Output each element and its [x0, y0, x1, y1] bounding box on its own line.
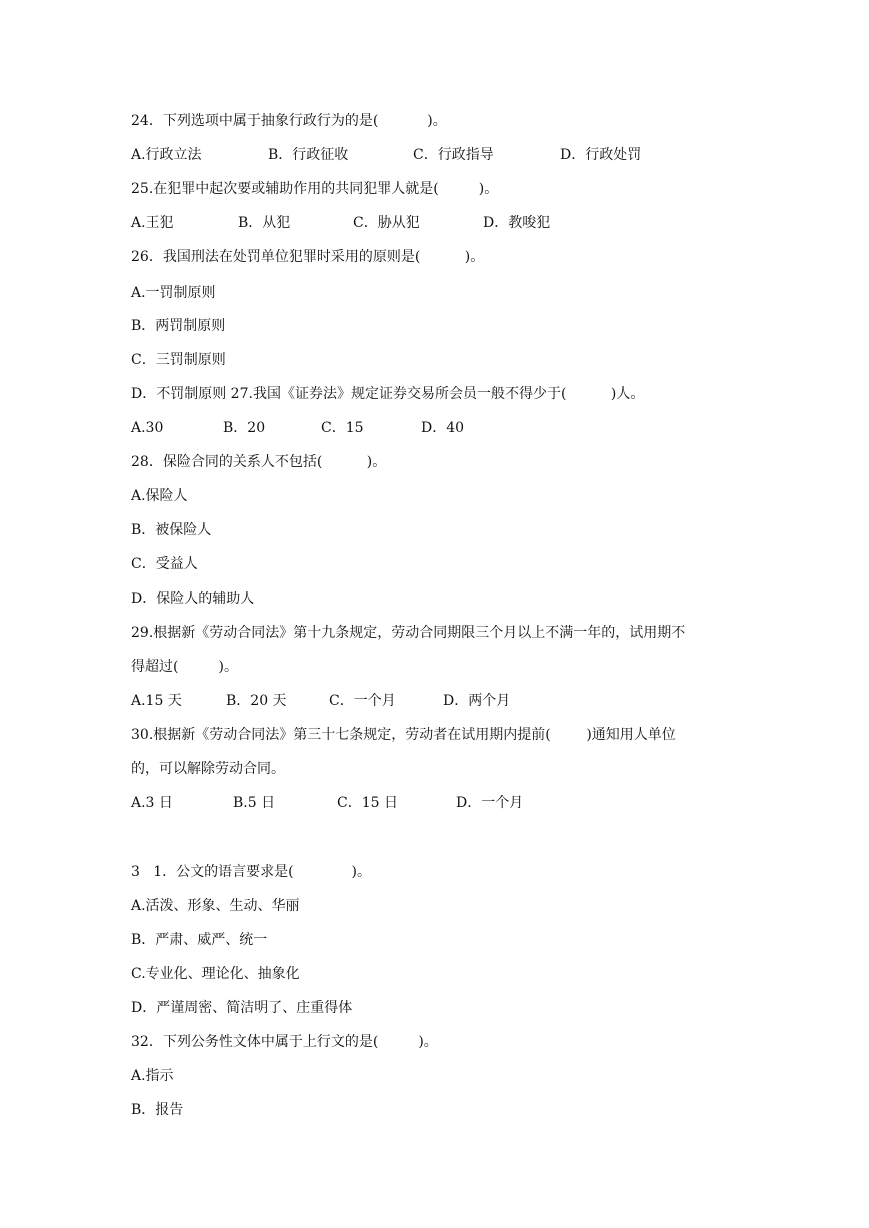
q29-option-a: A.15 天: [131, 693, 182, 709]
q25-option-a: A.王犯: [131, 215, 174, 231]
q29-option-d: D．两个月: [443, 693, 511, 709]
q27-option-b: B．20: [223, 420, 266, 436]
question-30-line-2: 的，可以解除劳动合同。: [131, 761, 285, 777]
q30-option-c: C．15 日: [337, 795, 398, 811]
question-32: 32．下列公务性文体中属于上行文的是( )。: [131, 1034, 438, 1050]
q26-option-c: C．三罚制原则: [131, 352, 226, 368]
q26-option-b: B．两罚制原则: [131, 318, 226, 334]
question-29-line-2: 得超过( )。: [131, 659, 238, 675]
q28-option-c: C．受益人: [131, 556, 198, 572]
q25-option-c: C．胁从犯: [353, 215, 420, 231]
question-29-line-1: 29.根据新《劳动合同法》第十九条规定，劳动合同期限三个月以上不满一年的，试用期不: [131, 625, 686, 641]
q32-option-a: A.指示: [131, 1068, 174, 1084]
q30-option-b: B.5 日: [233, 795, 276, 811]
q28-option-b: B．被保险人: [131, 522, 212, 538]
q28-option-a: A.保险人: [131, 488, 188, 504]
q26-option-d-and-question-27: D．不罚制原则 27.我国《证券法》规定证券交易所会员一般不得少于( )人。: [131, 386, 645, 402]
q31-option-c: C.专业化、理论化、抽象化: [131, 966, 300, 982]
q32-option-b: B．报告: [131, 1102, 184, 1118]
question-31: 3 1．公文的语言要求是( )。: [131, 864, 371, 880]
q26-option-a: A.一罚制原则: [131, 285, 216, 301]
q31-option-d: D．严谨周密、简洁明了、庄重得体: [131, 1000, 353, 1016]
q24-option-d: D．行政处罚: [560, 147, 642, 163]
q30-option-a: A.3 日: [131, 795, 173, 811]
q29-option-b: B．20 天: [226, 693, 287, 709]
q28-option-d: D．保险人的辅助人: [131, 591, 255, 607]
q25-option-d: D．教唆犯: [483, 215, 551, 231]
q27-option-a: A.30: [131, 420, 164, 436]
q27-option-d: D．40: [421, 420, 465, 436]
q24-option-c: C．行政指导: [413, 147, 494, 163]
q24-option-a: A.行政立法: [131, 147, 202, 163]
q31-option-a: A.活泼、形象、生动、华丽: [131, 898, 300, 914]
question-26: 26．我国刑法在处罚单位犯罪时采用的原则是( )。: [131, 249, 485, 265]
question-25: 25.在犯罪中起次要或辅助作用的共同犯罪人就是( )。: [131, 181, 499, 197]
question-28: 28．保险合同的关系人不包括( )。: [131, 454, 387, 470]
q25-option-b: B．从犯: [238, 215, 291, 231]
q31-option-b: B．严肃、威严、统一: [131, 932, 268, 948]
question-24: 24．下列选项中属于抽象行政行为的是( )。: [131, 113, 447, 129]
q27-option-c: C．15: [321, 420, 364, 436]
question-30-line-1: 30.根据新《劳动合同法》第三十七条规定，劳动者在试用期内提前( )通知用人单位: [131, 727, 676, 743]
q30-option-d: D．一个月: [456, 795, 524, 811]
q29-option-c: C．一个月: [329, 693, 396, 709]
q24-option-b: B．行政征收: [268, 147, 349, 163]
